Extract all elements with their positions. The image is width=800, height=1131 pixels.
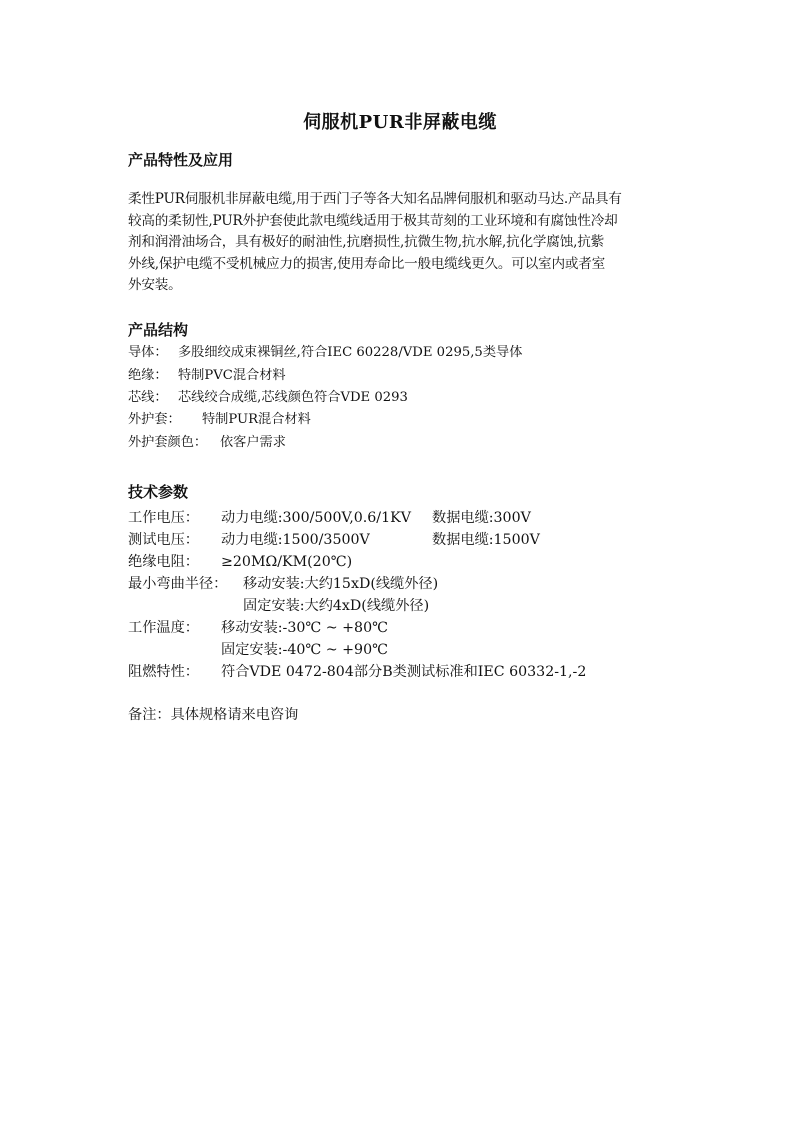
tech-label: 阻燃特性： [128, 664, 199, 680]
structure-value: 依客户需求 [220, 435, 286, 450]
structure-label: 导体： [128, 345, 168, 360]
features-line: 外线,保护电缆不受机械应力的损害,使用寿命比一般电缆线更久。可以室内或者室 [128, 255, 606, 272]
tech-value: 固定安装:大约4xD(线缆外径) [243, 598, 430, 614]
tech-label: 测试电压： [128, 532, 199, 548]
structure-row-core [128, 388, 408, 408]
structure-heading: 产品结构 [128, 321, 189, 339]
tech-heading: 技术参数 [128, 483, 189, 501]
structure-label: 外护套： [128, 412, 181, 427]
tech-value: ≥20MΩ/KM(20℃) [221, 554, 353, 570]
features-line: 外安装。 [128, 277, 182, 293]
structure-value: 芯线绞合成缆,芯线颜色符合VDE 0293 [178, 390, 408, 405]
tech-value: 移动安装:大约15xD(线缆外径) [243, 576, 439, 592]
structure-value: 多股细绞成束裸铜丝,符合IEC 60228/VDE 0295,5类导体 [178, 345, 523, 360]
features-heading: 产品特性及应用 [128, 151, 234, 169]
tech-value: 数据电缆:1500V [432, 532, 540, 548]
tech-label: 工作温度： [128, 620, 199, 636]
features-line: 柔性PUR伺服机非屏蔽电缆,用于西门子等各大知名品牌伺服机和驱动马达.产品具有 [128, 191, 622, 207]
note-text: 备注：具体规格请来电咨询 [128, 707, 299, 723]
structure-row-conductor [128, 343, 522, 363]
features-line: 剂和润滑油场合，具有极好的耐油性,抗磨损性,抗微生物,抗水解,抗化学腐蚀,抗紫 [128, 234, 604, 250]
tech-value: 数据电缆:300V [432, 510, 531, 526]
tech-label: 工作电压： [128, 510, 199, 526]
structure-value: 特制PVC混合材料 [178, 368, 286, 383]
features-paragraph [128, 189, 673, 297]
structure-row-insulation [128, 366, 286, 386]
tech-value: 移动安装:-30℃ ~ +80℃ [221, 620, 388, 636]
structure-label: 绝缘： [128, 368, 168, 383]
structure-label: 芯线： [128, 390, 168, 405]
tech-value: 动力电缆:1500/3500V [221, 532, 370, 548]
tech-label: 绝缘电阻： [128, 554, 199, 570]
structure-label: 外护套颜色： [128, 435, 208, 450]
structure-row-jacket [128, 410, 311, 430]
tech-value: 固定安装:-40℃ ~ +90℃ [221, 642, 388, 658]
structure-row-jacket-color [128, 433, 286, 453]
page-title: 伺服机PUR非屏蔽电缆 [303, 112, 497, 133]
structure-value: 特制PUR混合材料 [202, 412, 311, 427]
tech-value: 动力电缆:300/500V,0.6/1KV [221, 510, 411, 526]
tech-label: 最小弯曲半径： [128, 576, 228, 592]
features-line: 较高的柔韧性,PUR外护套使此款电缆线适用于极其苛刻的工业环境和有腐蚀性冷却 [128, 212, 618, 229]
tech-value: 符合VDE 0472-804部分B类测试标准和IEC 60332-1,-2 [221, 664, 587, 680]
